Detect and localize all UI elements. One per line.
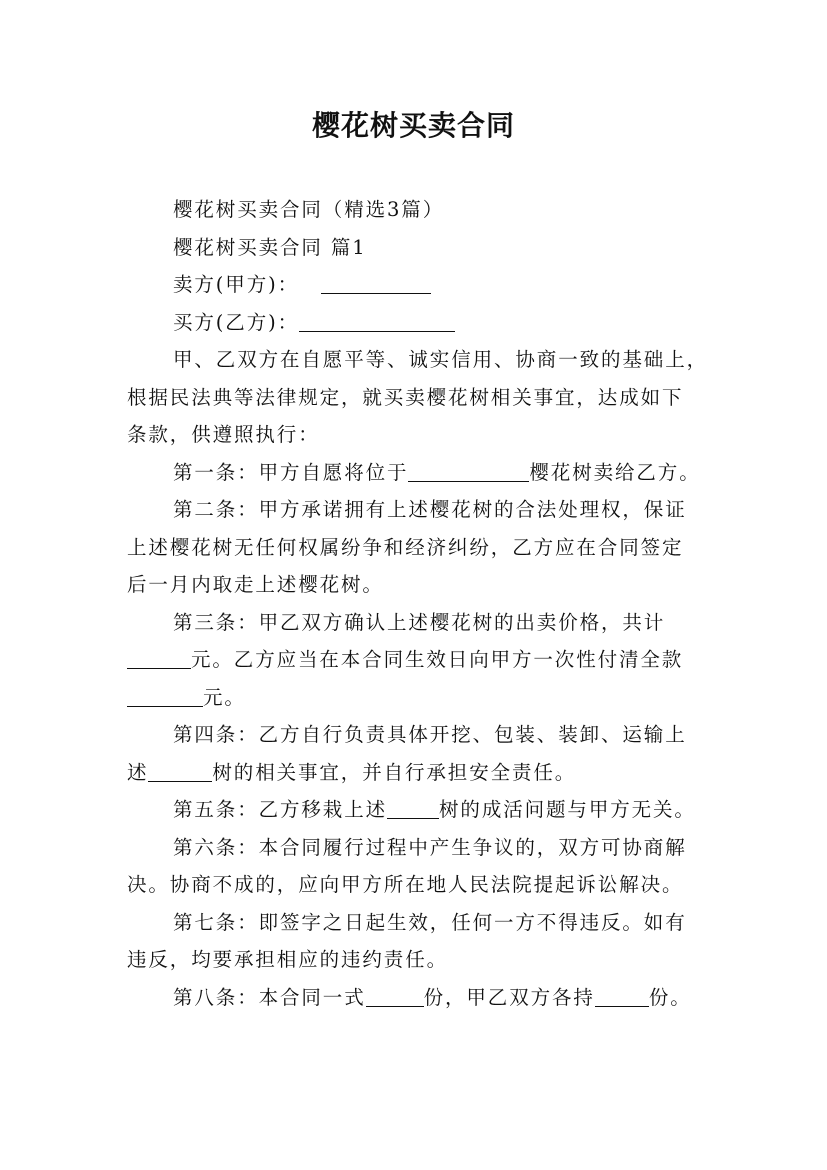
- payment-blank: [127, 685, 203, 707]
- clause-7-line-1: 第七条：即签字之日起生效，任何一方不得违反。如有: [173, 910, 687, 934]
- clause-5: 第五条：乙方移栽上述 树的成活问题与甲方无关。: [173, 798, 696, 821]
- clause-1: 第一条：甲方自愿将位于 樱花树卖给乙方。: [173, 460, 701, 484]
- clause-3-line-3: 元。: [127, 679, 707, 717]
- clause-6-line-2: 决。协商不成的，应向甲方所在地人民法院提起诉讼解决。: [127, 873, 684, 896]
- seller-blank: [321, 272, 431, 294]
- clause-4-line-1: 第四条：乙方自行负责具体开挖、包装、装卸、运输上: [173, 723, 687, 746]
- preamble-line-2: 根据民法典等法律规定，就买卖樱花树相关事宜，达成如下: [127, 385, 684, 409]
- clause-3-line-1: 第三条：甲乙双方确认上述樱花树的出卖价格，共计: [173, 610, 666, 634]
- paragraph-subtitle: 樱花树买卖合同（精选3篇）: [173, 198, 445, 221]
- tree-type-blank: [148, 760, 212, 782]
- preamble-line-3: 条款，供遵照执行：: [127, 423, 320, 446]
- price-blank: [127, 647, 191, 669]
- document-title: 樱花树买卖合同: [311, 109, 515, 142]
- location-blank: [408, 460, 529, 482]
- clause-8: 第八条：本合同一式 份，甲乙双方各持 份。: [173, 985, 692, 1009]
- copies-each-blank: [595, 985, 649, 1007]
- seller-line: 卖方(甲方)：: [127, 266, 707, 304]
- clause-2-line-3: 后一月内取走上述樱花树。: [127, 573, 384, 596]
- buyer-blank: [299, 310, 455, 332]
- clause-7-line-2: 违反，均要承担相应的违约责任。: [127, 948, 449, 971]
- buyer-line: 买方(乙方)：: [127, 304, 707, 342]
- preamble-line-1: 甲、乙双方在自愿平等、诚实信用、协商一致的基础上，: [173, 348, 709, 371]
- section-heading: 樱花树买卖合同 篇1: [173, 235, 367, 259]
- clause-4-line-2: 述 树的相关事宜，并自行承担安全责任。: [127, 760, 577, 784]
- document-body: [127, 191, 707, 1016]
- clause-3-line-2: 元。乙方应当在本合同生效日向甲方一次性付清全款: [127, 641, 707, 679]
- clause-2-line-1: 第二条：甲方承诺拥有上述樱花树的合法处理权，保证: [173, 498, 687, 521]
- clause-2-line-2: 上述樱花树无任何权属纷争和经济纠纷，乙方应在合同签定: [127, 535, 684, 559]
- tree-blank: [387, 797, 439, 819]
- clause-6-line-1: 第六条：本合同履行过程中产生争议的，双方可协商解: [173, 835, 687, 859]
- copies-blank: [366, 985, 424, 1007]
